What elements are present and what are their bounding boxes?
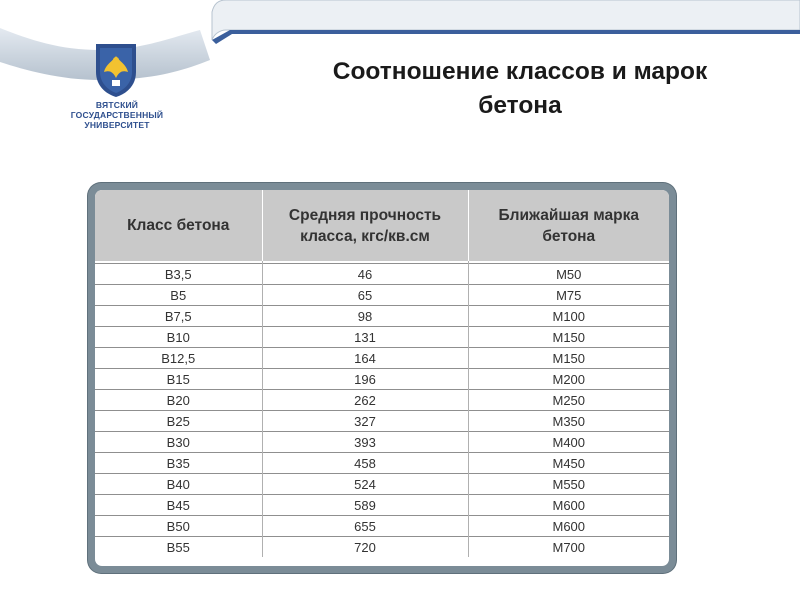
table-row — [95, 264, 669, 285]
cell-grade: М400 — [468, 432, 669, 453]
cell-strength: 131 — [262, 327, 468, 348]
cell-strength: 720 — [262, 537, 468, 558]
cell-grade: М700 — [468, 537, 669, 558]
cell-strength: 46 — [262, 264, 468, 285]
slide-title-line-2: бетона — [478, 92, 562, 119]
university-emblem-icon — [92, 42, 140, 98]
cell-grade: М250 — [468, 390, 669, 411]
cell-grade: М100 — [468, 306, 669, 327]
cell-grade: М150 — [468, 327, 669, 348]
table-row — [95, 516, 669, 537]
cell-strength: 524 — [262, 474, 468, 495]
table-row — [95, 390, 669, 411]
cell-grade: М550 — [468, 474, 669, 495]
university-name — [62, 100, 172, 130]
cell-class: В15 — [95, 369, 262, 390]
cell-class: В35 — [95, 453, 262, 474]
cell-strength: 327 — [262, 411, 468, 432]
table-row — [95, 369, 669, 390]
table-row — [95, 327, 669, 348]
cell-class: В7,5 — [95, 306, 262, 327]
slide-title — [250, 55, 790, 123]
cell-class: В5 — [95, 285, 262, 306]
cell-grade: М350 — [468, 411, 669, 432]
table-row — [95, 285, 669, 306]
table-row — [95, 306, 669, 327]
cell-class: В40 — [95, 474, 262, 495]
table-row — [95, 348, 669, 369]
cell-strength: 589 — [262, 495, 468, 516]
university-name-line-3: УНИВЕРСИТЕТ — [84, 120, 150, 130]
cell-class: В25 — [95, 411, 262, 432]
cell-class: В45 — [95, 495, 262, 516]
header-class-label: Класс бетона — [127, 217, 230, 234]
slide-title-line-1: Соотношение классов и марок — [332, 58, 708, 85]
table-row — [95, 432, 669, 453]
cell-grade: М600 — [468, 516, 669, 537]
table-row — [95, 474, 669, 495]
cell-grade: М200 — [468, 369, 669, 390]
cell-grade: М600 — [468, 495, 669, 516]
cell-strength: 65 — [262, 285, 468, 306]
university-name-line-1: ВЯТСКИЙ — [95, 100, 139, 110]
cell-strength: 196 — [262, 369, 468, 390]
cell-strength: 98 — [262, 306, 468, 327]
cell-strength: 655 — [262, 516, 468, 537]
header-grade-line-2: бетона — [542, 227, 596, 245]
header-strength — [262, 190, 468, 261]
cell-grade: М450 — [468, 453, 669, 474]
table-row — [95, 453, 669, 474]
university-name-line-2: ГОСУДАРСТВЕННЫЙ — [70, 110, 164, 120]
cell-class: В50 — [95, 516, 262, 537]
header-grade — [468, 190, 669, 261]
cell-class: В30 — [95, 432, 262, 453]
cell-class: В55 — [95, 537, 262, 558]
header-class — [95, 190, 262, 261]
table-header-row — [95, 190, 669, 261]
header-grade-line-1: Ближайшая марка — [498, 206, 639, 224]
cell-class: В20 — [95, 390, 262, 411]
header-strength-line-1: Средняя прочность — [288, 206, 442, 224]
cell-strength: 393 — [262, 432, 468, 453]
cell-strength: 458 — [262, 453, 468, 474]
table-container — [95, 190, 669, 566]
cell-grade: М75 — [468, 285, 669, 306]
cell-class: В12,5 — [95, 348, 262, 369]
cell-grade: М50 — [468, 264, 669, 285]
table-row — [95, 495, 669, 516]
header-strength-line-2: класса, кгс/кв.см — [300, 227, 430, 245]
cell-class: В10 — [95, 327, 262, 348]
concrete-classes-table — [95, 190, 669, 557]
table-row — [95, 537, 669, 558]
cell-class: В3,5 — [95, 264, 262, 285]
cell-grade: М150 — [468, 348, 669, 369]
cell-strength: 164 — [262, 348, 468, 369]
cell-strength: 262 — [262, 390, 468, 411]
table-row — [95, 411, 669, 432]
